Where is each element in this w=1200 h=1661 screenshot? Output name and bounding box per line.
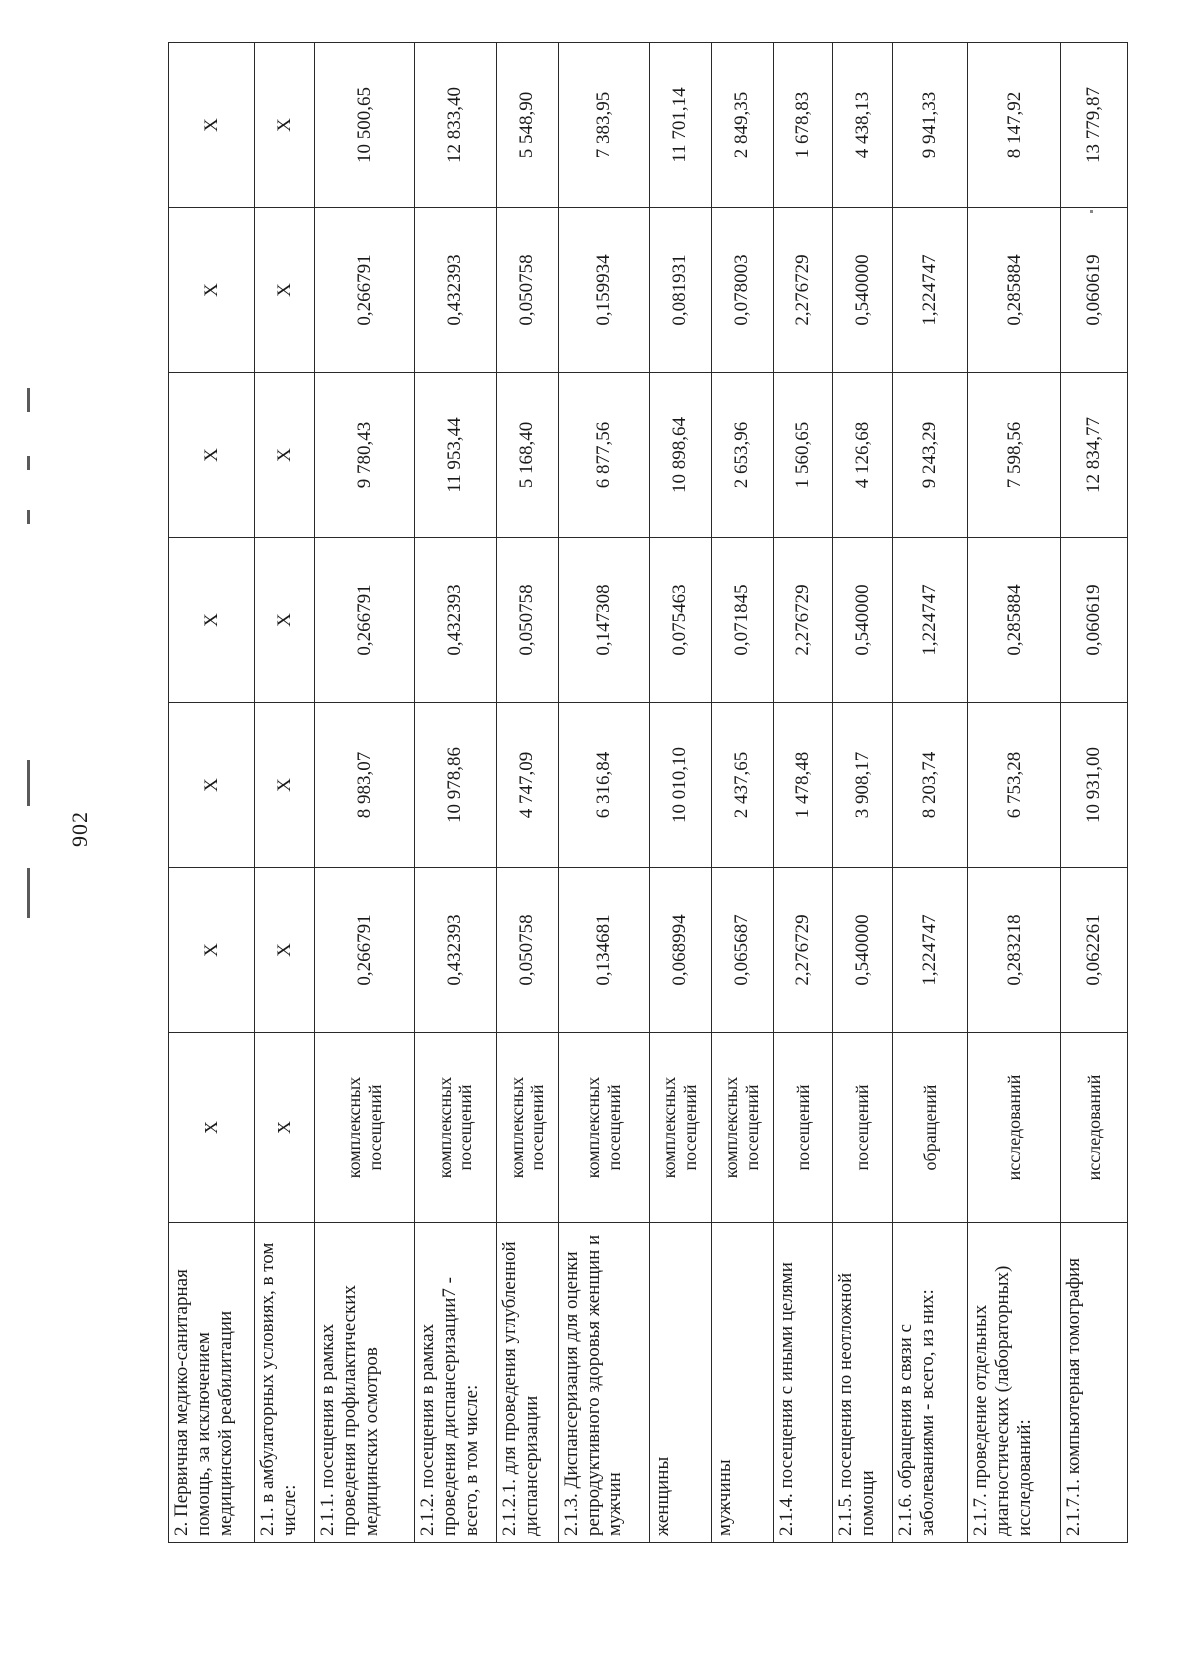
value-cell: 0,068994	[649, 868, 711, 1033]
unit-cell: посещений	[833, 1033, 893, 1223]
table-row	[315, 43, 415, 1543]
value-cell: 7 598,56	[968, 373, 1061, 538]
value-cell: 1 560,65	[773, 373, 833, 538]
value-cell: 13 779,87	[1061, 43, 1128, 208]
table-row	[773, 43, 833, 1543]
value-cell: 2,276729	[773, 868, 833, 1033]
value-cell: 6 316,84	[558, 703, 649, 868]
unit-cell: комплексных посещений	[649, 1033, 711, 1223]
value-cell: 0,050758	[496, 208, 558, 373]
value-cell: 0,432393	[414, 868, 496, 1033]
unit-cell: Х	[169, 1033, 255, 1223]
unit-cell: исследований	[1061, 1033, 1128, 1223]
row-name-cell: 2.1.1. посещения в рамках проведения профилактических медицинских осмотров	[315, 1223, 415, 1543]
value-cell: Х	[169, 373, 255, 538]
value-cell: 6 877,56	[558, 373, 649, 538]
value-cell: 10 931,00	[1061, 703, 1128, 868]
row-name-cell: 2.1.7. проведение отдельных диагностических (лабораторных) исследований:	[968, 1223, 1061, 1543]
scan-mark	[27, 456, 30, 470]
value-cell: 2 437,65	[711, 703, 773, 868]
row-name-cell: 2.1.6. обращения в связи с заболеваниями - всего, из них:	[893, 1223, 968, 1543]
value-cell: 9 243,29	[893, 373, 968, 538]
table-row	[711, 43, 773, 1543]
value-cell: 0,266791	[315, 868, 415, 1033]
value-cell: 1,224747	[893, 868, 968, 1033]
value-cell: 2 653,96	[711, 373, 773, 538]
row-name-cell: 2. Первичная медико-санитарная помощь, за исключением медицинской реабилитации	[169, 1223, 255, 1543]
unit-cell: комплексных посещений	[558, 1033, 649, 1223]
value-cell: Х	[255, 373, 315, 538]
rotated-table-container	[168, 43, 1128, 1543]
table-row	[558, 43, 649, 1543]
value-cell: Х	[255, 868, 315, 1033]
value-cell: 0,050758	[496, 538, 558, 703]
value-cell: 11 701,14	[649, 43, 711, 208]
value-cell: 0,432393	[414, 538, 496, 703]
value-cell: 9 780,43	[315, 373, 415, 538]
value-cell: 4 747,09	[496, 703, 558, 868]
row-name-cell: 2.1.2. посещения в рамках проведения диспансеризации7 - всего, в том числе:	[414, 1223, 496, 1543]
value-cell: 0,060619	[1061, 208, 1128, 373]
table-row	[255, 43, 315, 1543]
value-cell: 10 500,65	[315, 43, 415, 208]
value-cell: 4 126,68	[833, 373, 893, 538]
value-cell: 6 753,28	[968, 703, 1061, 868]
unit-cell: обращений	[893, 1033, 968, 1223]
value-cell: 2,276729	[773, 538, 833, 703]
row-name-cell: женщины	[649, 1223, 711, 1543]
row-name-cell: 2.1.4. посещения с иными целями	[773, 1223, 833, 1543]
value-cell: 1,224747	[893, 538, 968, 703]
value-cell: 10 898,64	[649, 373, 711, 538]
value-cell: 10 010,10	[649, 703, 711, 868]
table-row	[169, 43, 255, 1543]
value-cell: 0,071845	[711, 538, 773, 703]
value-cell: 9 941,33	[893, 43, 968, 208]
table-row	[968, 43, 1061, 1543]
value-cell: 8 983,07	[315, 703, 415, 868]
page-number: 902	[67, 811, 92, 847]
unit-cell: посещений	[773, 1033, 833, 1223]
value-cell: 4 438,13	[833, 43, 893, 208]
value-cell: 0,060619	[1061, 538, 1128, 703]
value-cell: 1 478,48	[773, 703, 833, 868]
value-cell: 8 203,74	[893, 703, 968, 868]
scan-mark	[27, 868, 30, 918]
row-name-cell: 2.1.2.1. для проведения углубленной диспансеризации	[496, 1223, 558, 1543]
value-cell: 0,062261	[1061, 868, 1128, 1033]
value-cell: 2,276729	[773, 208, 833, 373]
value-cell: 0,134681	[558, 868, 649, 1033]
value-cell: 0,285884	[968, 538, 1061, 703]
value-cell: Х	[169, 43, 255, 208]
table-row	[496, 43, 558, 1543]
value-cell: 5 548,90	[496, 43, 558, 208]
value-cell: 0,432393	[414, 208, 496, 373]
value-cell: 10 978,86	[414, 703, 496, 868]
value-cell: 0,283218	[968, 868, 1061, 1033]
scan-mark	[27, 510, 30, 524]
value-cell: Х	[255, 538, 315, 703]
unit-cell: комплексных посещений	[711, 1033, 773, 1223]
unit-cell: Х	[255, 1033, 315, 1223]
value-cell: 0,078003	[711, 208, 773, 373]
value-cell: 8 147,92	[968, 43, 1061, 208]
value-cell: Х	[255, 43, 315, 208]
value-cell: Х	[169, 868, 255, 1033]
table-row	[649, 43, 711, 1543]
table-body	[169, 43, 1128, 1543]
value-cell: 0,266791	[315, 208, 415, 373]
value-cell: 0,285884	[968, 208, 1061, 373]
table-row	[414, 43, 496, 1543]
value-cell: 0,050758	[496, 868, 558, 1033]
value-cell: 5 168,40	[496, 373, 558, 538]
unit-cell: комплексных посещений	[496, 1033, 558, 1223]
unit-cell: исследований	[968, 1033, 1061, 1223]
value-cell: 12 833,40	[414, 43, 496, 208]
value-cell: 0,266791	[315, 538, 415, 703]
table-row	[1061, 43, 1128, 1543]
value-cell: 0,159934	[558, 208, 649, 373]
value-cell: 0,075463	[649, 538, 711, 703]
value-cell: 0,147308	[558, 538, 649, 703]
value-cell: Х	[169, 538, 255, 703]
value-cell: 0,081931	[649, 208, 711, 373]
value-cell: 11 953,44	[414, 373, 496, 538]
value-cell: 3 908,17	[833, 703, 893, 868]
value-cell: Х	[169, 703, 255, 868]
value-cell: 0,540000	[833, 208, 893, 373]
financing-standards-table	[168, 42, 1128, 1543]
row-name-cell: 2.1.3. Диспансеризация для оценки репродуктивного здоровья женщин и мужчин	[558, 1223, 649, 1543]
value-cell: 7 383,95	[558, 43, 649, 208]
row-name-cell: мужчины	[711, 1223, 773, 1543]
row-name-cell: 2.1.7.1. компьютерная томография	[1061, 1223, 1128, 1543]
value-cell: 0,065687	[711, 868, 773, 1033]
table-row	[893, 43, 968, 1543]
value-cell: 1,224747	[893, 208, 968, 373]
scan-mark	[27, 388, 30, 412]
value-cell: 2 849,35	[711, 43, 773, 208]
value-cell: 1 678,83	[773, 43, 833, 208]
value-cell: Х	[255, 703, 315, 868]
unit-cell: комплексных посещений	[414, 1033, 496, 1223]
row-name-cell: 2.1. в амбулаторных условиях, в том числе:	[255, 1223, 315, 1543]
value-cell: 0,540000	[833, 538, 893, 703]
unit-cell: комплексных посещений	[315, 1033, 415, 1223]
value-cell: Х	[169, 208, 255, 373]
value-cell: 12 834,77	[1061, 373, 1128, 538]
scan-mark	[27, 760, 30, 806]
table-row	[833, 43, 893, 1543]
row-name-cell: 2.1.5. посещения по неотложной помощи	[833, 1223, 893, 1543]
value-cell: 0,540000	[833, 868, 893, 1033]
value-cell: Х	[255, 208, 315, 373]
